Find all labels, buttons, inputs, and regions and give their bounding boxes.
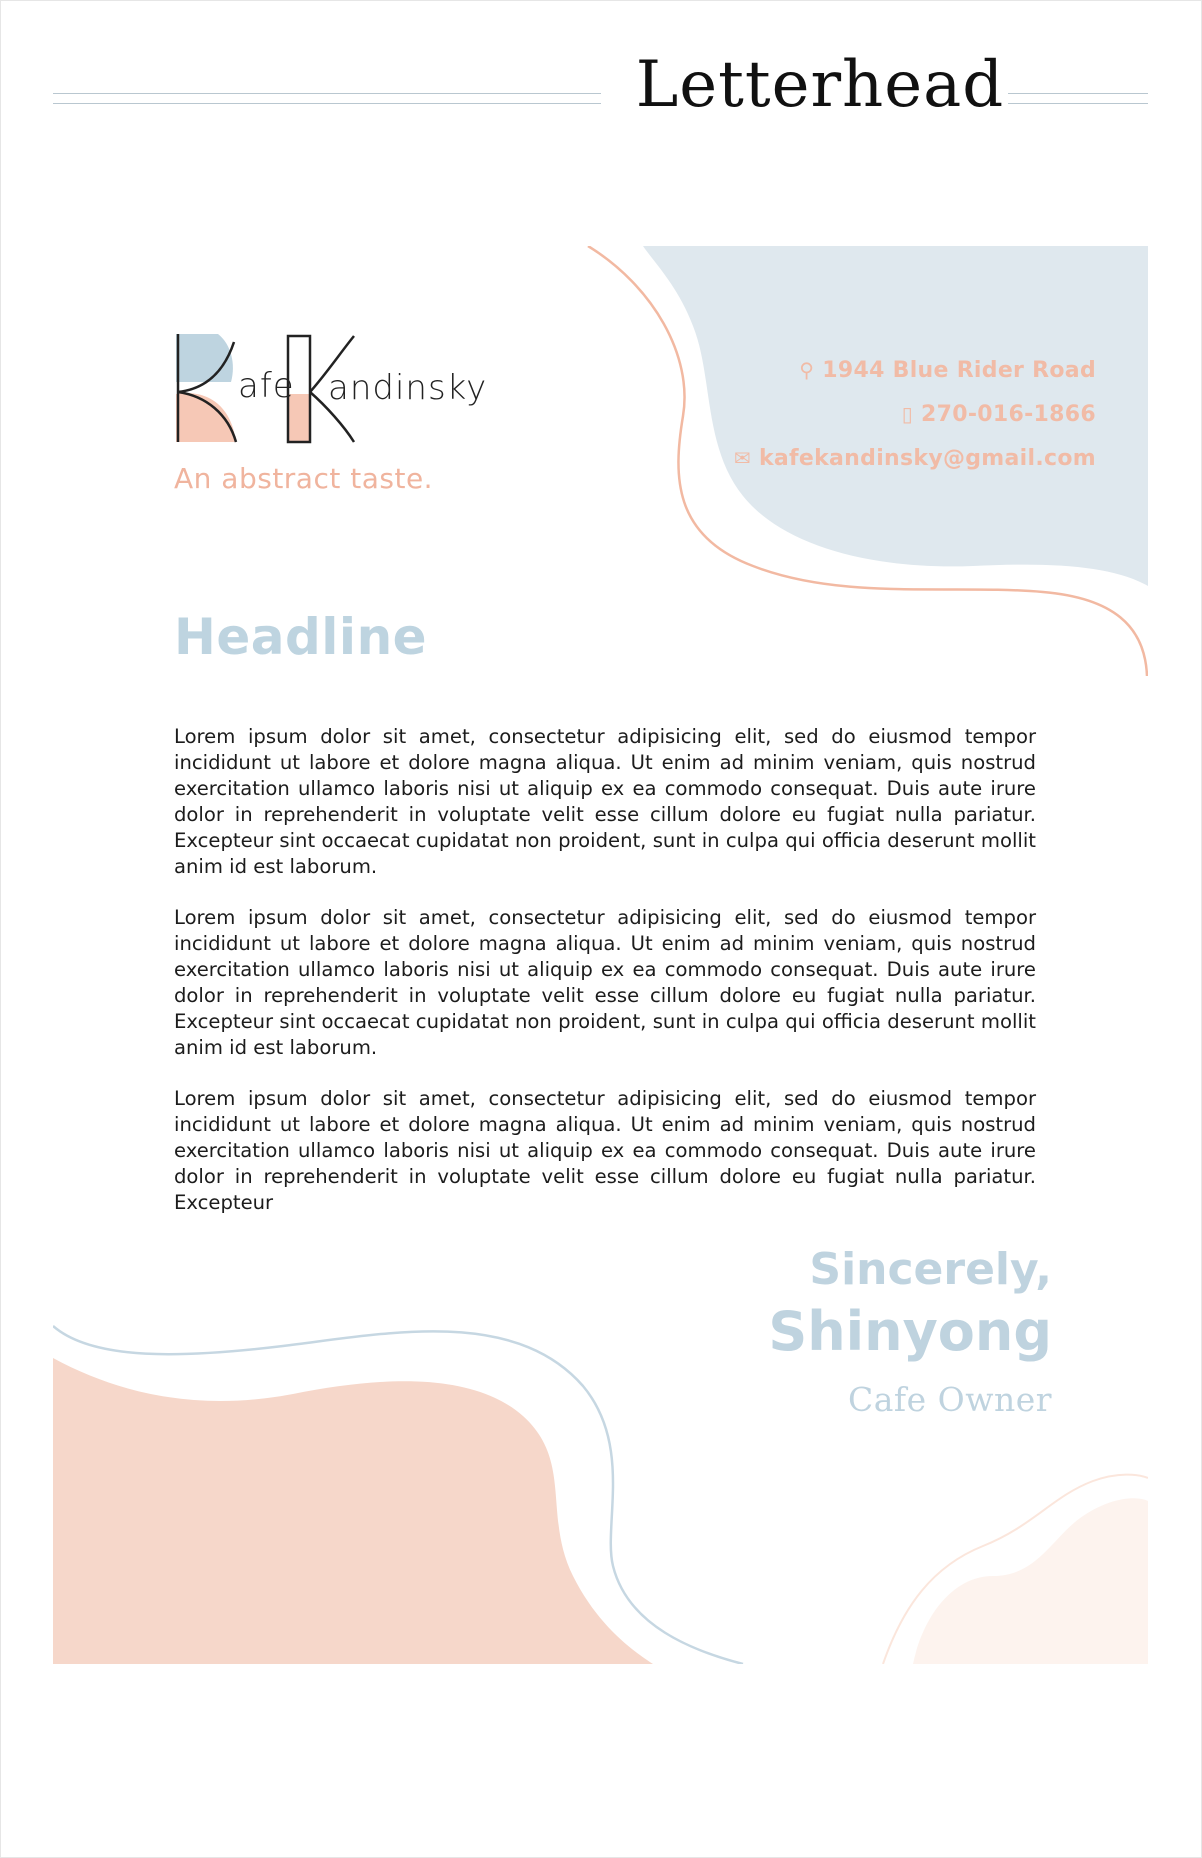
signer-role: Cafe Owner (847, 1380, 1052, 1419)
body-paragraph-1: Lorem ipsum dolor sit amet, consectetur adipisicing elit, sed do eiusmod tempor incididunt ut labore et dolore magna aliqua. Ut enim ad minim veniam, quis nostrud exercitation ullamco laboris nisi ut aliquip ex ea commodo consequat. Duis aute irure dolor in reprehenderit in voluptate velit esse cillum dolore eu fugiat nulla pariatur. Excepteur sint occaecat cupidatat non proident, sunt in culpa qui officia deserunt mollit anim id est laborum. (174, 725, 1036, 878)
contact-address (799, 358, 1096, 383)
cafe-logo (176, 334, 488, 444)
email-text: kafekandinsky@gmail.com (758, 446, 1096, 471)
contact-email (734, 446, 1096, 471)
body-paragraph-2: Lorem ipsum dolor sit amet, consectetur adipisicing elit, sed do eiusmod tempor incididunt ut labore et dolore magna aliqua. Ut enim ad minim veniam, quis nostrud exercitation ullamco laboris nisi ut aliquip ex ea commodo consequat. Duis aute irure dolor in reprehenderit in voluptate velit esse cillum dolore eu fugiat nulla pariatur. Excepteur sint occaecat cupidatat non proident, sunt in culpa qui officia deserunt mollit anim id est laborum. (174, 906, 1036, 1059)
logo-word-andinsky: andinsky (328, 368, 488, 408)
header-rule-left (53, 93, 601, 104)
headline: Headline (174, 608, 428, 666)
phone-text: 270-016-1866 (921, 402, 1096, 427)
letter-body (174, 724, 1036, 1241)
address-text: 1944 Blue Rider Road (822, 358, 1096, 383)
signer-name: Shinyong (768, 1300, 1052, 1363)
closing-salutation: Sincerely, (809, 1244, 1052, 1295)
bottom-right-faint-blob (913, 1498, 1148, 1664)
envelope-icon: ✉ (733, 446, 751, 470)
tagline: An abstract taste. (174, 462, 434, 495)
header-rule-right (1008, 93, 1148, 104)
map-pin-icon: ⚲ (799, 358, 815, 382)
logo-word-afe: afe (238, 366, 295, 406)
phone-icon: ▯ (901, 402, 914, 426)
contact-phone (902, 402, 1096, 427)
body-paragraph-3: Lorem ipsum dolor sit amet, consectetur adipisicing elit, sed do eiusmod tempor incididunt ut labore et dolore magna aliqua. Ut enim ad minim veniam, quis nostrud exercitation ullamco laboris nisi ut aliquip ex ea commodo consequat. Duis aute irure dolor in reprehenderit in voluptate velit esse cillum dolore eu fugiat nulla pariatur. Excepteur (174, 1087, 1036, 1214)
bottom-peach-blob (53, 1358, 653, 1664)
page-header (0, 40, 1202, 130)
logo-k1-blue-shape (176, 334, 233, 382)
page-title: Letterhead (635, 48, 1005, 122)
